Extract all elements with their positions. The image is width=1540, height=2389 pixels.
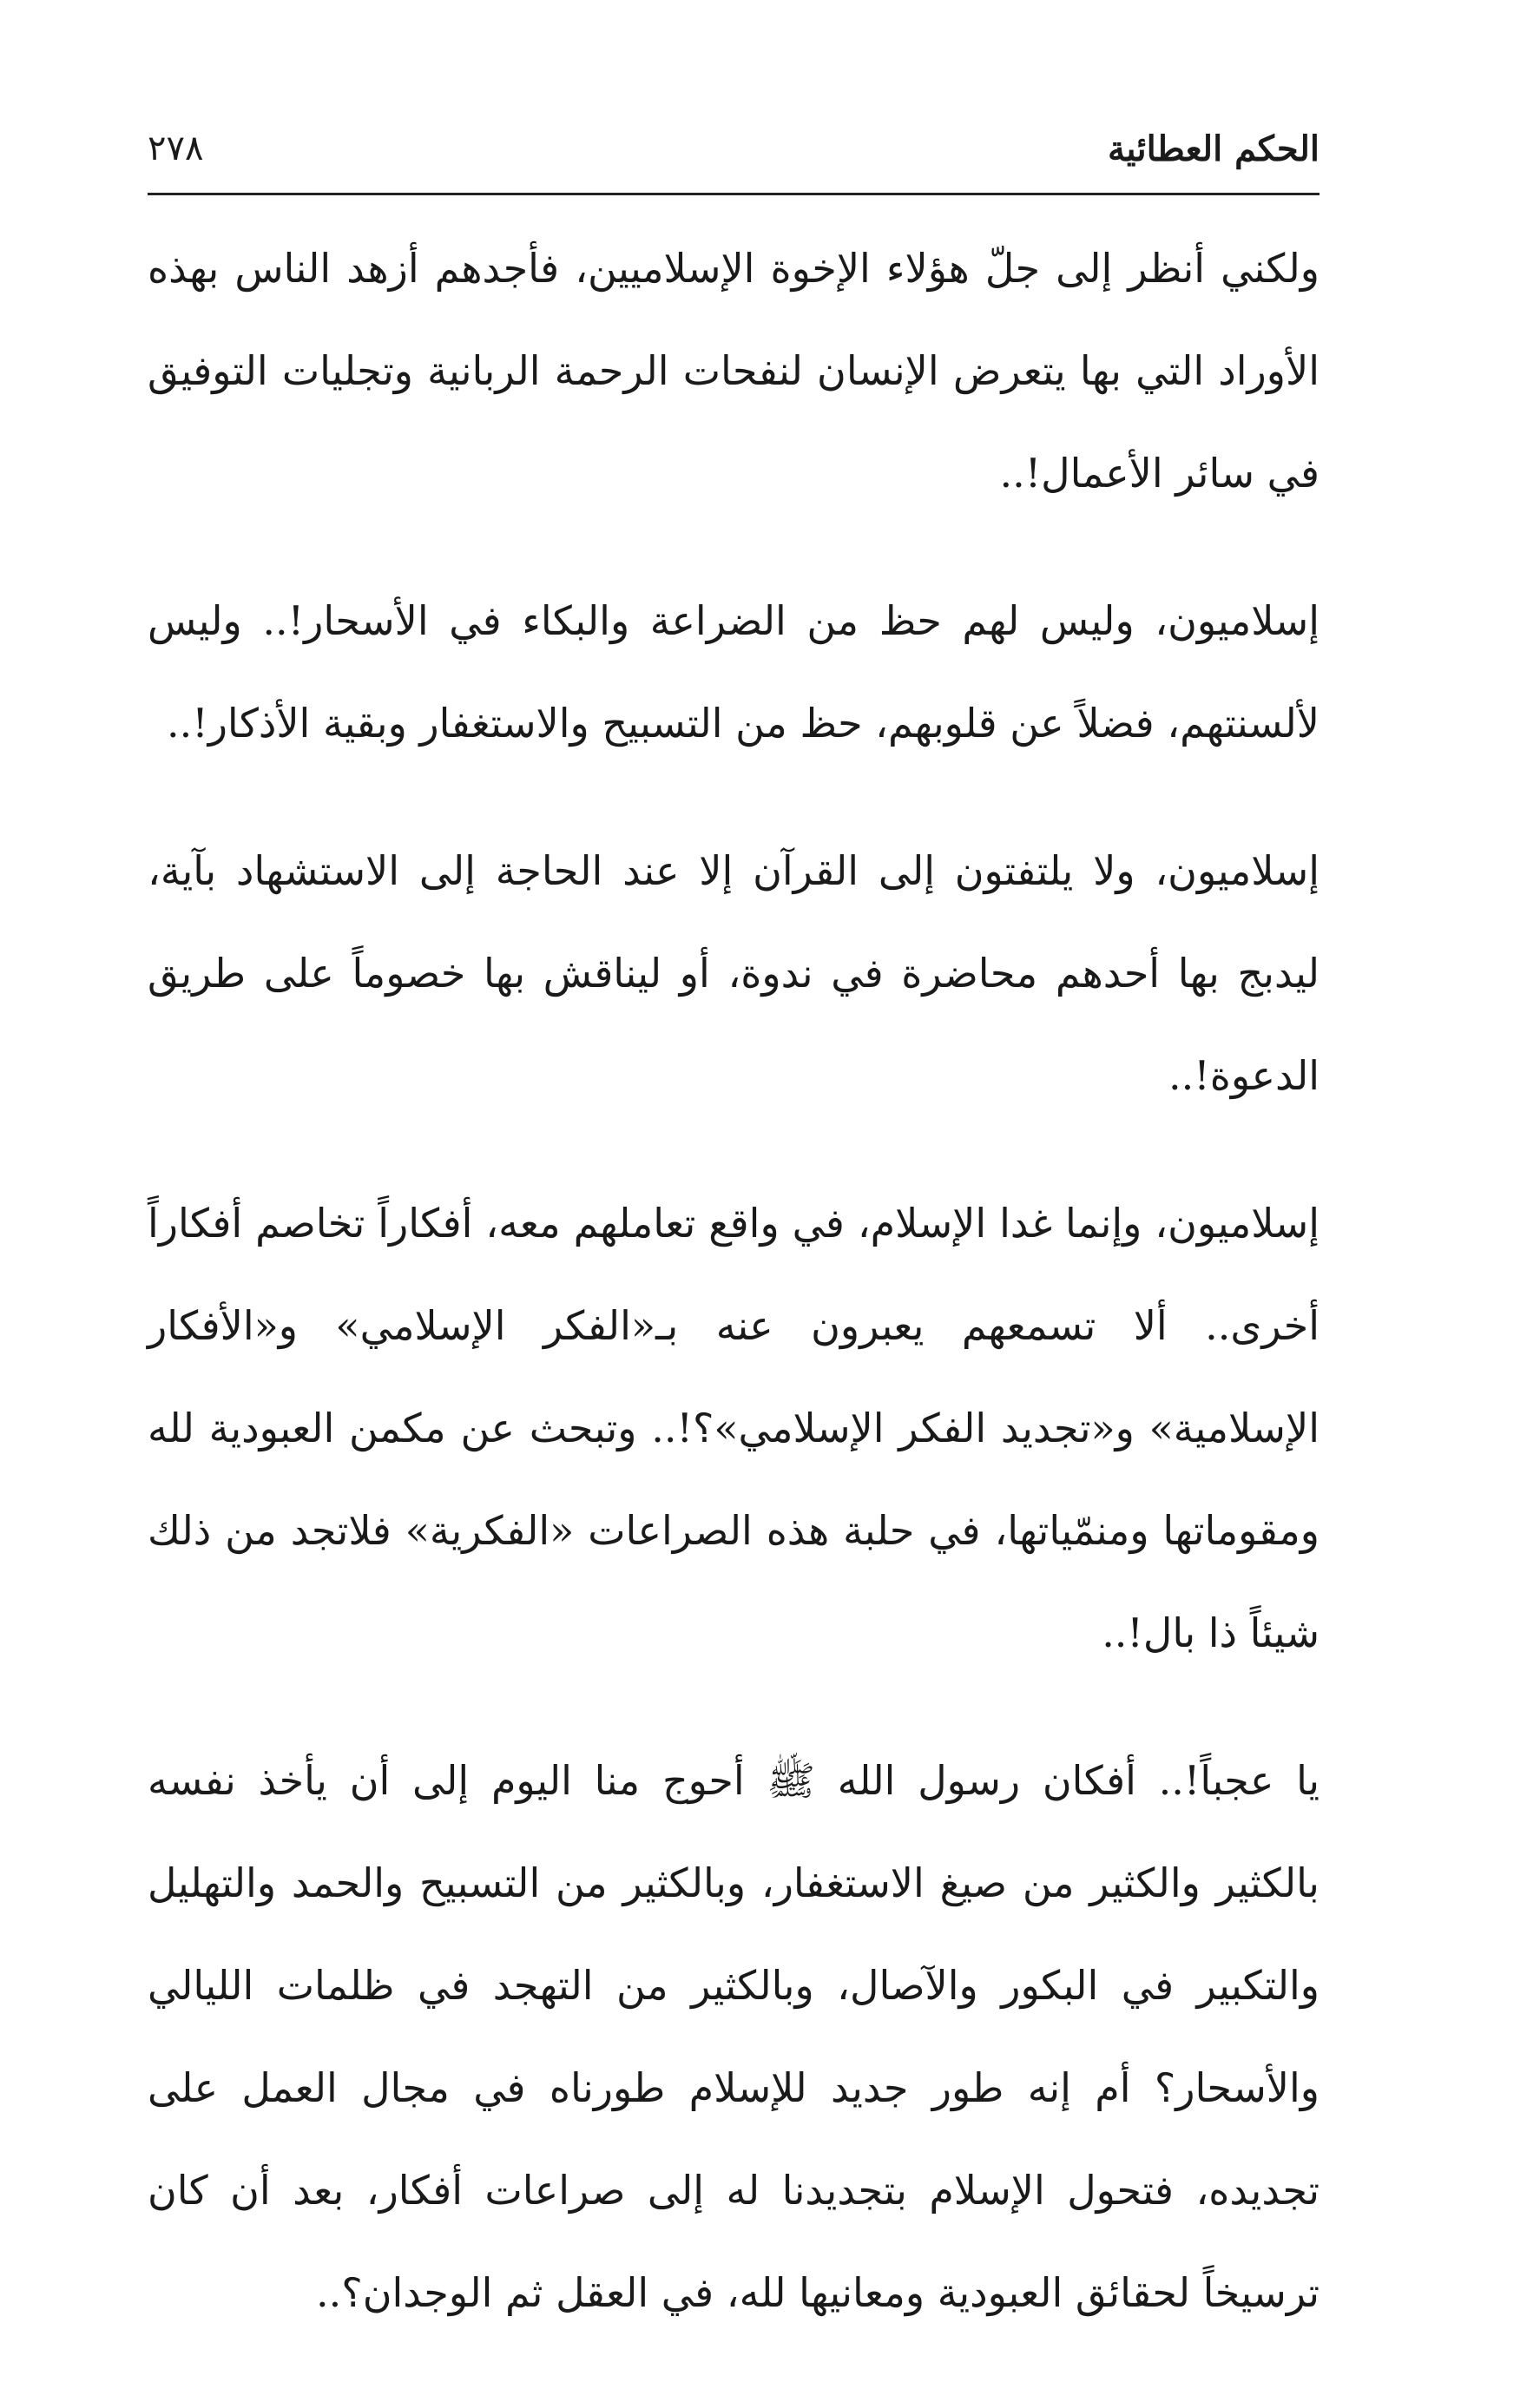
paragraph-5: يا عجباً!.. أفكان رسول الله ﷺ أحوج منا اليوم إلى أن يأخذ نفسه بالكثير والكثير من صيغ الاستغفار، وبالكثير من التسبيح والحمد والتهليل والتكبير في البكور والآصال، وبالكثير من التهجد في ظلمات الليالي والأسحار؟ أم إنه طور جديد للإسلام طورناه في مجال العمل على تجديده، فتحول الإسلام بتجديدنا له إلى صراعات أفكار، بعد أن كان ترسيخاً لحقائق العبودية ومعانيها لله، في العقل ثم الوجدان؟.. bbox=[148, 1757, 1320, 2316]
paragraph-3: إسلاميون، ولا يلتفتون إلى القرآن إلا عند الحاجة إلى الاستشهاد بآية، ليدبج بها أحدهم محاضرة في ندوة، أو ليناقش بها خصوماً على طريق الدعوة!.. bbox=[148, 847, 1320, 1099]
header-divider bbox=[148, 193, 1320, 195]
body-text bbox=[148, 217, 1320, 2389]
running-header bbox=[148, 122, 1320, 200]
paragraph-4: إسلاميون، وإنما غدا الإسلام، في واقع تعاملهم معه، أفكاراً تخاصم أفكاراً أخرى.. ألا تسمعهم يعبرون عنه بـ«الفكر الإسلامي» و«الأفكار الإسلامية» و«تجديد الفكر الإسلامي»؟!.. وتبحث عن مكمن العبودية لله ومقوماتها ومنمّياتها، في حلبة هذه الصراعات «الفكرية» فلاتجد من ذلك شيئاً ذا بال!.. bbox=[148, 1200, 1320, 1656]
paragraph-2: إسلاميون، وليس لهم حظ من الضراعة والبكاء في الأسحار!.. وليس لألسنتهم، فضلاً عن قلوبهم، حظ من التسبيح والاستغفار وبقية الأذكار!.. bbox=[148, 597, 1320, 747]
book-title: الحكم العطائية bbox=[1107, 128, 1320, 169]
paragraph-1: ولكني أنظر إلى جلّ هؤلاء الإخوة الإسلاميين، فأجدهم أزهد الناس بهذه الأوراد التي بها يتعرض الإنسان لنفحات الرحمة الربانية وتجليات التوفيق في سائر الأعمال!.. bbox=[148, 245, 1320, 497]
page-number: ٢٧٨ bbox=[148, 128, 204, 168]
